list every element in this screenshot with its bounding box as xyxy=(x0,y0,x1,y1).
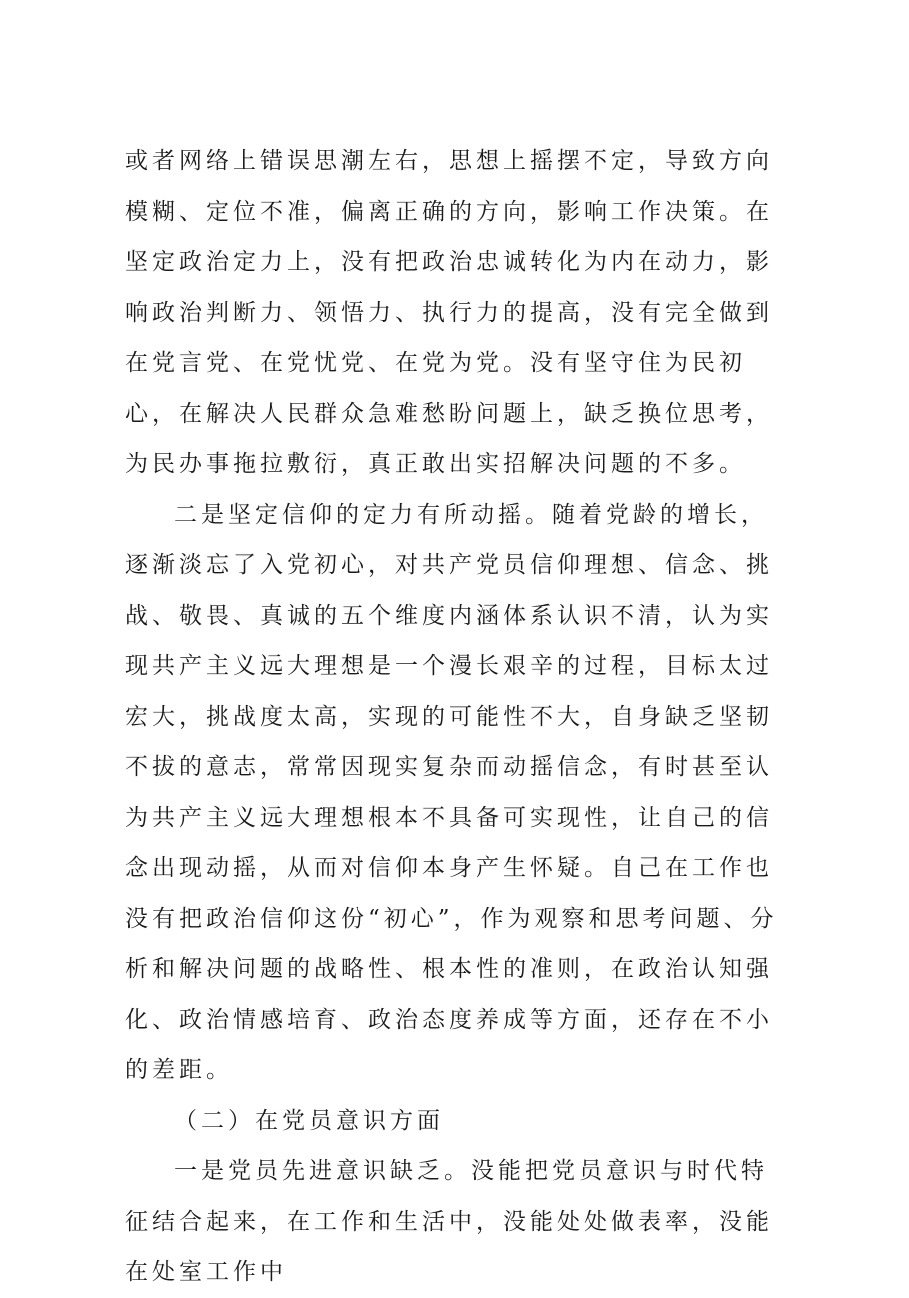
section-heading-party-awareness: （二）在党员意识方面 xyxy=(174,1107,444,1134)
paragraph-advanced-awareness: 一是党员先进意识缺乏。没能把党员意识与时代特征结合起来，在工作和生活中，没能处处做表率，没能在处室工作中 xyxy=(125,1158,773,1285)
paragraph-continuation: 或者网络上错误思潮左右，思想上摇摆不定，导致方向模糊、定位不准，偏离正确的方向，影响工作决策。在坚定政治定力上，没有把政治忠诚转化为内在动力，影响政治判断力、领悟力、执行力的提高，没有完全做到在党言党、在党忧党、在党为党。没有坚守住为民初心，在解决人民群众急难愁盼问题上，缺乏换位思考，为民办事拖拉敷衍，真正敢出实招解决问题的不多。 xyxy=(125,148,773,477)
document-body xyxy=(125,136,785,1298)
paragraph-faith-wavering: 二是坚定信仰的定力有所动摇。随着党龄的增长，逐渐淡忘了入党初心，对共产党员信仰理想、信念、挑战、敬畏、真诚的五个维度内涵体系认识不清，认为实现共产主义远大理想是一个漫长艰辛的过程，目标太过宏大，挑战度太高，实现的可能性不大，自身缺乏坚韧不拔的意志，常常因现实复杂而动摇信念，有时甚至认为共产主义远大理想根本不具备可实现性，让自己的信念出现动摇，从而对信仰本身产生怀疑。自己在工作也没有把政治信仰这份“初心”，作为观察和思考问题、分析和解决问题的战略性、根本性的准则，在政治认知强化、政治情感培育、政治态度养成等方面，还存在不小的差距。 xyxy=(125,501,778,1083)
